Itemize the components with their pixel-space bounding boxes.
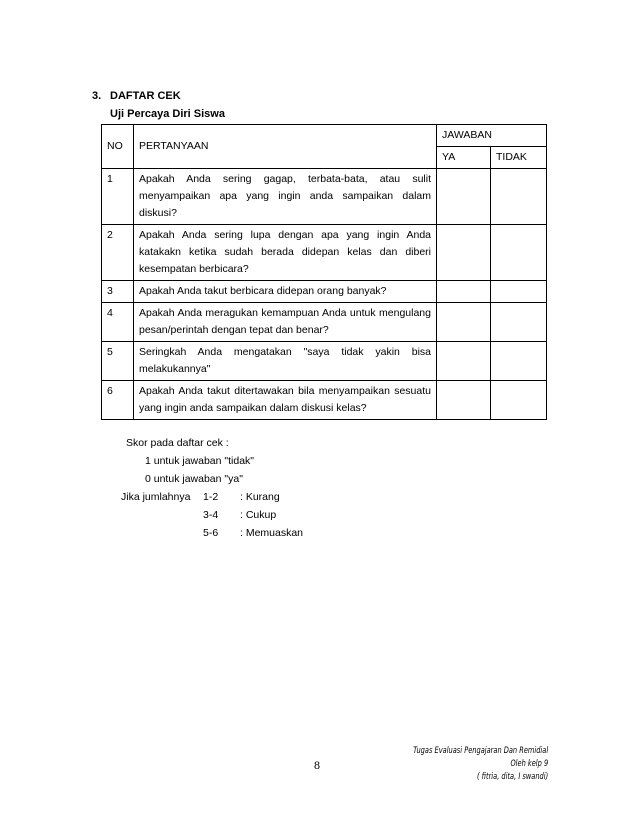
answer-yes-cell[interactable] <box>437 342 491 381</box>
header-answer: JAWABAN <box>437 125 547 147</box>
table-header-row <box>102 125 547 147</box>
page-number: 8 <box>314 758 320 772</box>
range-value: 5-6 <box>203 527 219 539</box>
range-value: 1-2 <box>203 491 219 503</box>
answer-tidak-cell[interactable] <box>491 303 547 342</box>
footer-note-line: ( fitria, dita, I swandi) <box>476 772 548 782</box>
table-row <box>102 303 547 342</box>
header-yes: YA <box>437 147 491 169</box>
answer-tidak-cell[interactable] <box>491 342 547 381</box>
row-question: Apakah Anda takut ditertawakan bila menyampaikan sesuatu yang ingin anda sampaikan dalam diskusi kelas? <box>134 381 437 420</box>
footer-note-line: Oleh kelp 9 <box>510 759 548 769</box>
table-row <box>102 381 547 420</box>
answer-yes-cell[interactable] <box>437 225 491 281</box>
answer-yes-cell[interactable] <box>437 381 491 420</box>
footer-note <box>413 745 548 784</box>
range-label: Jika jumlahnya <box>121 491 191 503</box>
answer-tidak-cell[interactable] <box>491 169 547 225</box>
row-question: Apakah Anda meragukan kemampuan Anda untuk mengulang pesan/perintah dengan tepat dan benar? <box>134 303 437 342</box>
section-number: 3. <box>92 90 102 102</box>
checklist-subtitle: Uji Percaya Diri Siswa <box>110 108 225 120</box>
header-question: PERTANYAAN <box>134 125 437 169</box>
range-result: : Kurang <box>240 491 280 503</box>
answer-yes-cell[interactable] <box>437 303 491 342</box>
section-heading <box>92 90 181 102</box>
row-number: 5 <box>102 342 134 381</box>
scoring-rule-ya: 0 untuk jawaban "ya" <box>145 473 243 485</box>
answer-tidak-cell[interactable] <box>491 281 547 303</box>
footer-note-line: Tugas Evaluasi Pengajaran Dan Remidial <box>412 746 548 756</box>
row-number: 1 <box>102 169 134 225</box>
row-number: 4 <box>102 303 134 342</box>
header-tidak: TIDAK <box>491 147 547 169</box>
answer-yes-cell[interactable] <box>437 281 491 303</box>
range-value: 3-4 <box>203 509 219 521</box>
row-question: Apakah Anda sering lupa dengan apa yang ingin Anda katakakn ketika sudah berada didepan kelas dan diberi kesempatan berbicara? <box>134 225 437 281</box>
header-no: NO <box>102 125 134 169</box>
row-number: 3 <box>102 281 134 303</box>
checklist-table <box>101 124 547 420</box>
table-row <box>102 225 547 281</box>
table-row <box>102 281 547 303</box>
range-result: : Memuaskan <box>240 527 304 539</box>
table-row <box>102 169 547 225</box>
row-number: 6 <box>102 381 134 420</box>
answer-yes-cell[interactable] <box>437 169 491 225</box>
section-title: DAFTAR CEK <box>110 90 181 102</box>
row-question: Apakah Anda sering gagap, terbata-bata, atau sulit menyampaikan apa yang ingin anda sampaikan dalam diskusi? <box>134 169 437 225</box>
answer-tidak-cell[interactable] <box>491 225 547 281</box>
scoring-rule-tidak: 1 untuk jawaban "tidak" <box>145 455 255 467</box>
row-number: 2 <box>102 225 134 281</box>
row-question: Seringkah Anda mengatakan "saya tidak yakin bisa melakukannya" <box>134 342 437 381</box>
row-question: Apakah Anda takut berbicara didepan orang banyak? <box>134 281 437 303</box>
range-result: : Cukup <box>240 509 277 521</box>
table-row <box>102 342 547 381</box>
answer-tidak-cell[interactable] <box>491 381 547 420</box>
scoring-title: Skor pada daftar cek : <box>126 437 229 449</box>
